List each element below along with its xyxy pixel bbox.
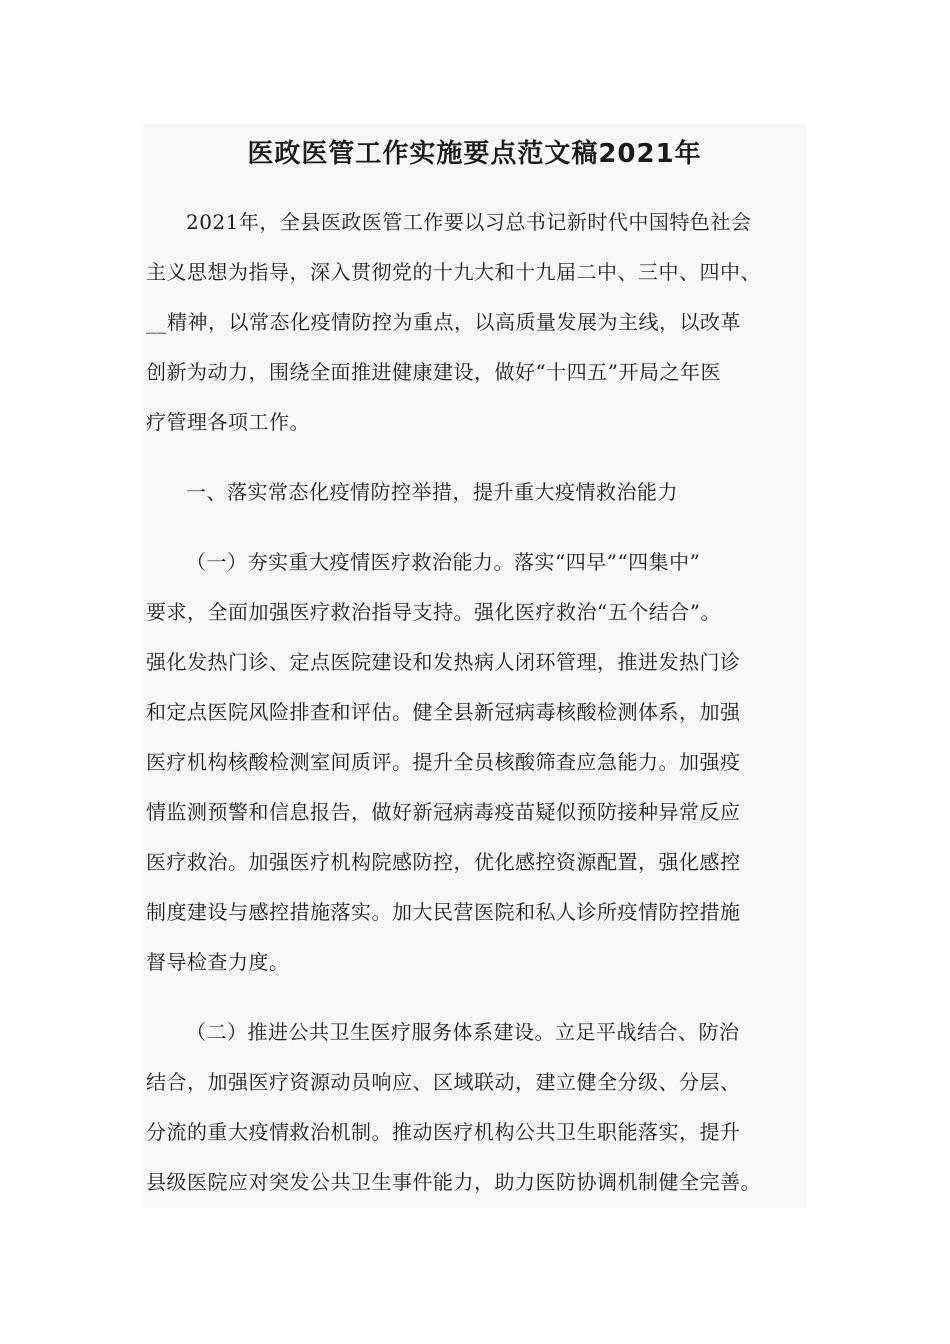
body-text-line: （二）推进公共卫生医疗服务体系建设。立足平战结合、防治 xyxy=(186,1020,740,1044)
body-text-line: 县级医院应对突发公共卫生事件能力，助力医防协调机制健全完善。 xyxy=(146,1170,761,1194)
document-title: 医政医管工作实施要点范文稿2021年 xyxy=(247,139,702,169)
body-text-line: 制度建设与感控措施落实。加大民营医院和私人诊所疫情防控措施 xyxy=(146,900,741,924)
body-text-line: 督导检查力度。 xyxy=(146,950,290,974)
body-text-line: 强化发热门诊、定点医院建设和发热病人闭环管理，推进发热门诊 xyxy=(146,650,741,674)
body-text-line: 情监测预警和信息报告，做好新冠病毒疫苗疑似预防接种异常反应 xyxy=(146,800,741,824)
body-text-line: 医疗机构核酸检测室间质评。提升全员核酸筛查应急能力。加强疫 xyxy=(146,750,741,774)
body-text-line: 要求，全面加强医疗救治指导支持。强化医疗救治“五个结合”。 xyxy=(146,600,721,624)
body-text-line: 2021年，全县医政医管工作要以习总书记新时代中国特色社会 xyxy=(186,210,752,234)
body-text-line: 和定点医院风险排查和评估。健全县新冠病毒核酸检测体系，加强 xyxy=(146,700,741,724)
body-text-line: 分流的重大疫情救治机制。推动医疗机构公共卫生职能落实，提升 xyxy=(146,1120,741,1144)
body-text-line: 主义思想为指导，深入贯彻党的十九大和十九届二中、三中、四中、 xyxy=(146,260,761,284)
body-text-line: 结合，加强医疗资源动员响应、区域联动，建立健全分级、分层、 xyxy=(146,1070,741,1094)
body-text-line: 医疗救治。加强医疗机构院感防控，优化感控资源配置，强化感控 xyxy=(146,850,741,874)
body-text-line: __精神，以常态化疫情防控为重点，以高质量发展为主线，以改革 xyxy=(146,310,741,334)
body-text-line: 一、落实常态化疫情防控举措，提升重大疫情救治能力 xyxy=(186,480,678,504)
body-text-line: （一）夯实重大疫情医疗救治能力。落实“四早”“四集中” xyxy=(186,550,701,574)
body-text-line: 疗管理各项工作。 xyxy=(146,410,310,434)
body-text-line: 创新为动力，围绕全面推进健康建设，做好“十四五”开局之年医 xyxy=(146,360,721,384)
